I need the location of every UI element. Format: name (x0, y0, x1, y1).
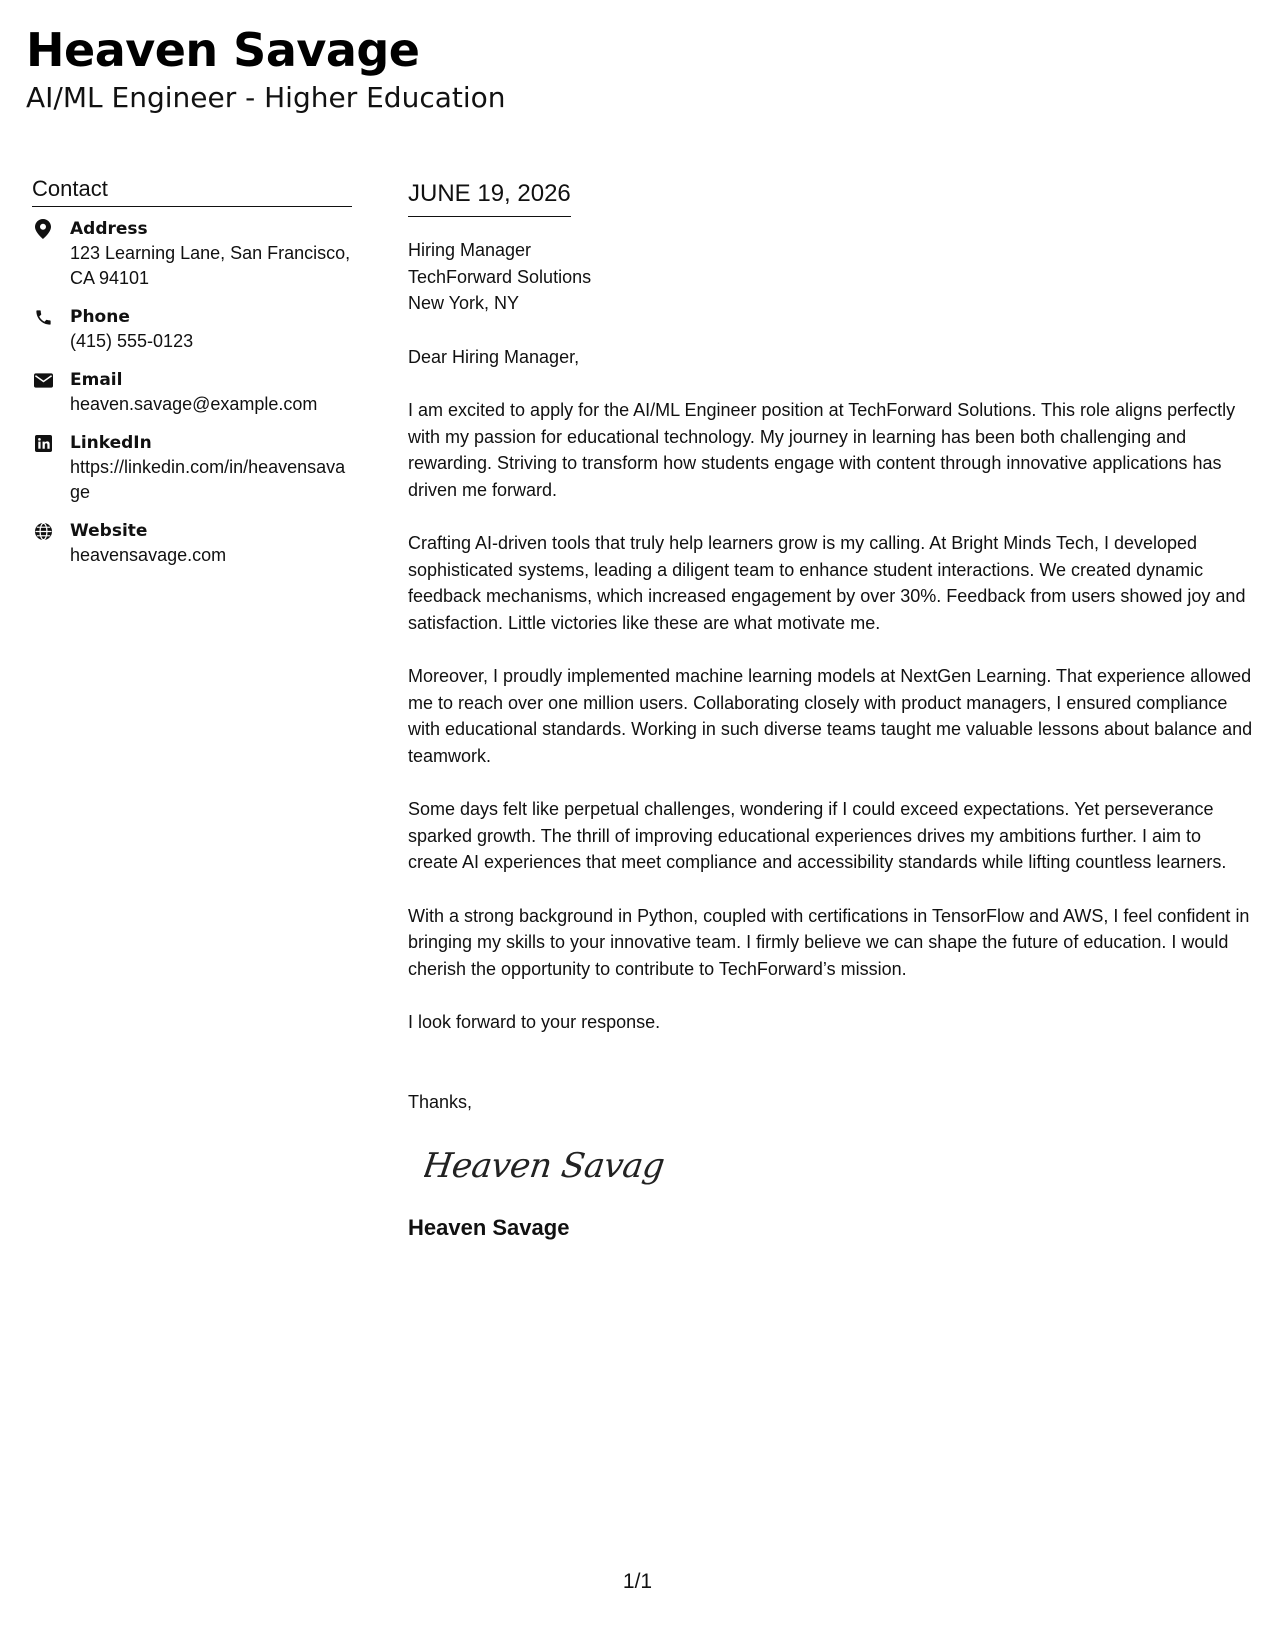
contact-email (32, 368, 352, 417)
linkedin-icon (32, 432, 54, 454)
cover-letter-body (408, 178, 1253, 1243)
body-paragraph: Crafting AI-driven tools that truly help learners grow is my calling. At Bright Minds Tech, I developed sophisticated systems, leading a diligent team to enhance student interactions. We created dynamic feedback mechanisms, which increased engagement by over 30%. Feedback from users showed joy and satisfaction. Little victories like these are what motivate me. (408, 533, 1246, 633)
contact-label: Email (70, 370, 123, 390)
body-paragraph: I am excited to apply for the AI/ML Engineer position at TechForward Solutions. This role aligns perfectly with my passion for educational technology. My journey in learning has been both challenging and rewarding. Striving to transform how students engage with content through innovative applications has driven me forward. (408, 400, 1236, 500)
recipient-company: TechForward Solutions (408, 266, 592, 287)
contact-phone (32, 305, 352, 354)
salutation: Dear Hiring Manager, (408, 346, 580, 367)
envelope-icon (32, 369, 54, 391)
contact-sidebar (32, 174, 352, 582)
contact-label: LinkedIn (70, 433, 152, 453)
contact-heading: Contact (32, 174, 352, 207)
recipient-block (408, 237, 1253, 317)
body-paragraph: Some days felt like perpetual challenges, wondering if I could exceed expectations. Yet perseverance sparked growth. The thrill of improving educational experiences drives my ambitions further. I aim to create AI experiences that meet compliance and accessibility standards while lifting countless learners. (408, 799, 1227, 872)
globe-icon (32, 520, 54, 542)
handwritten-signature (424, 1131, 1253, 1201)
contact-label: Phone (70, 307, 130, 327)
page-number: 1/1 (622, 1570, 653, 1593)
contact-value[interactable]: heaven.savage@example.com (70, 394, 318, 414)
letter-date: JUNE 19, 2026 (408, 178, 571, 217)
contact-value[interactable]: (415) 555-0123 (70, 331, 194, 351)
body-paragraph: With a strong background in Python, coupled with certifications in TensorFlow and AWS, I feel confident in bringing my skills to your innovative team. I firmly believe we can shape the future of education. I would cherish the opportunity to contribute to TechForward’s mission. (408, 905, 1250, 979)
contact-label: Website (70, 521, 148, 541)
applicant-name: Heaven Savage (26, 23, 420, 77)
body-paragraph: Moreover, I proudly implemented machine learning models at NextGen Learning. That experience allowed me to reach over one million users. Collaborating closely with product managers, I ensured compliance with educational standards. Working in such diverse teams taught me valuable lessons about balance and teamwork. (408, 666, 1253, 766)
contact-value[interactable]: https://linkedin.com/in/heavensavage (70, 457, 346, 502)
phone-icon (32, 306, 54, 328)
contact-linkedin (32, 431, 352, 505)
contact-value: 123 Learning Lane, San Francisco, CA 94101 (70, 243, 351, 288)
signer-name: Heaven Savage (408, 1215, 570, 1240)
recipient-title: Hiring Manager (408, 240, 532, 260)
job-headline: AI/ML Engineer - Higher Education (26, 81, 506, 114)
contact-label: Address (70, 219, 148, 239)
recipient-location: New York, NY (408, 293, 520, 313)
location-pin-icon (32, 218, 54, 240)
contact-website (32, 519, 352, 568)
contact-value[interactable]: heavensavage.com (70, 545, 227, 565)
contact-address (32, 217, 352, 291)
body-paragraph: I look forward to your response. (408, 1012, 661, 1032)
closing: Thanks, (408, 1091, 473, 1112)
signature-script: Heaven Savage (424, 1146, 664, 1186)
